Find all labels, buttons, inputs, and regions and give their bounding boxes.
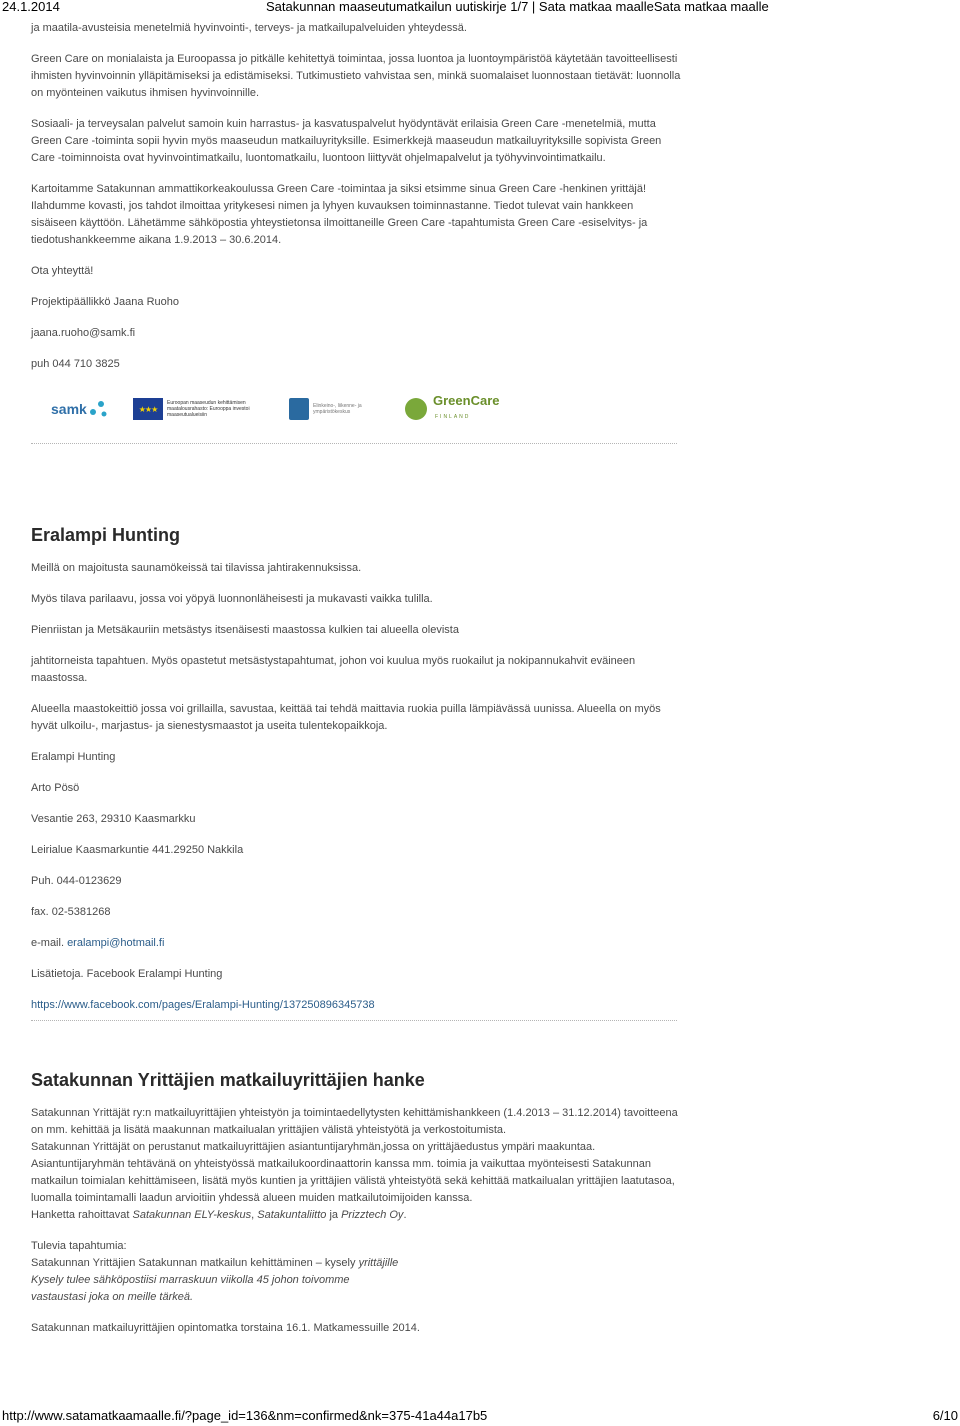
paragraph: Satakunnan Yrittäjät ry:n matkailuyrittäjien yhteistyön ja toimintaedellytysten kehittämishankkeen (1.4.2013 – 31.12.2014) tavoitteena on mm. kehittää ja lisätä maakunnan matkailualan yrittäjien välistä yhteistyötä ja verkostoitumista. [31,1107,678,1136]
contact-email: jaana.ruoho@samk.fi [31,327,136,339]
paragraph: jahtitorneista tapahtuen. Myös opastetut metsästystapahtumat, johon voi kuulua myös ruokailut ja nokipannukahvit eväineen maastossa. [31,655,636,684]
paragraph: Kartoitamme Satakunnan ammattikorkeakoulussa Green Care -toimintaa ja siksi etsimme sinua Green Care -henkinen yrittäjä! Ilahdumme kovasti, jos tahdot ilmoittaa yritykesesi nimen ja lyhyen kuvauksen toiminnastanne. Tiedot tulevat vain hankkeen sisäiseen käyttöön. Lähetämme sähköpostia yhteystietonsa ilmoittaneille Green Care -tapahtumista Green Care -esiselvitys- ja tiedotushankkeemme aikana 1.9.2013 – 30.6.2014. [31,183,648,246]
page-title: Satakunnan maaseutumatkailun uutiskirje 1/7 | Sata matkaa maalleSata matkaa maalle [266,0,769,14]
page-url: http://www.satamatkaamaalle.fi/?page_id=136&nm=confirmed&nk=375-41a44a17b5 [2,1408,488,1423]
paragraph: Alueella maastokeittiö jossa voi grillailla, savustaa, keittää tai tehdä maittavia ruokia puilla lämpiävässä uunissa. Alueella on myös hyvät ulkoilu-, marjastus- ja sienestysmaastot ja useita tulentekopaikkoja. [31,703,661,732]
print-header [0,0,960,14]
info-line: Lisätietoja. Facebook Eralampi Hunting [31,968,223,980]
contact-person: Arto Pösö [31,782,80,794]
event-item: Satakunnan Yrittäjien Satakunnan matkailun kehittäminen – kysely yrittäjille [31,1257,399,1269]
page-number: 6/10 [932,1408,958,1423]
paragraph: Meillä on majoitusta saunamökeissä tai tilavissa jahtirakennuksissa. [31,562,362,574]
fax: fax. 02-5381268 [31,906,111,918]
business-name: Eralampi Hunting [31,751,116,763]
greencare-logo: GreenCare FINLAND [405,393,499,425]
address: Vesantie 263, 29310 Kaasmarkku [31,813,196,825]
print-date: 24.1.2014 [2,0,60,14]
samk-logo: samk [51,393,109,425]
paragraph: ja maatila-avusteisia menetelmiä hyvinvointi-, terveys- ja matkailupalveluiden yhteydessä. [31,22,467,34]
partner-logos [31,393,681,443]
paragraph: Green Care on monialaista ja Euroopassa jo pitkälle kehitettyä toimintaa, jossa luontoa ja luontoympäristöä käytetään tavoitteellisesti ihmisten hyvinvoinnin ylläpitämiseksi ja edistämiseksi. Tutkimustieto vahvistaa sen, minkä suomalaiset luonnostaan tietävät: luonnolla on myönteinen vaikutus ihmisen hyvinvoinnille. [31,53,681,99]
paragraph: Pienriistan ja Metsäkauriin metsästys itsenäisesti maastossa kulkien tai alueella olevista [31,624,459,636]
address: Leirialue Kaasmarkuntie 441.29250 Nakkila [31,844,244,856]
email-line: e-mail. eralampi@hotmail.fi [31,937,165,949]
section-title: Satakunnan Yrittäjien matkailuyrittäjien hanke [31,1070,425,1090]
ely-logo: Elinkeino-, liikenne- ja ympäristökeskus [289,393,373,425]
greencare-leaf-icon [405,398,427,420]
paragraph: Satakunnan Yrittäjät on perustanut matkailuyrittäjien asiantuntijaryhmän,jossa on yrittäjäedustus ympäri maakuntaa. [31,1141,596,1153]
samk-dots-icon [87,398,109,420]
event-item: vastaustasi joka on meille tärkeä. [31,1291,194,1303]
email-link[interactable]: eralampi@hotmail.fi [67,937,165,949]
contact-phone: puh 044 710 3825 [31,358,120,370]
facebook-link[interactable]: https://www.facebook.com/pages/Eralampi-Hunting/137250896345738 [31,999,375,1011]
paragraph: Hanketta rahoittavat Satakunnan ELY-keskus, Satakuntaliitto ja Prizztech Oy. [31,1209,407,1221]
paragraph: Sosiaali- ja terveysalan palvelut samoin kuin harrastus- ja kasvatuspalvelut hyödyntävät erilaisia Green Care -menetelmiä, mutta Green Care -toiminta sopii hyvin myös maaseudun matkailuyrityksille. Esimerkkejä maaseudun matkailuyrityksille sopivista Green Care -toiminnoista ovat hyvinvointimatkailu, luontomatkailu, luontoon liittyvät ohjelmapalvelut ja työhyvinvointimatkailu. [31,118,662,164]
section-title: Eralampi Hunting [31,525,181,545]
ely-icon [289,398,309,420]
event-item: Kysely tulee sähköpostiisi marraskuun viikolla 45 johon toivomme [31,1274,350,1286]
paragraph: Asiantuntijaryhmän tehtävänä on yhteistyössä matkailukoordinaattorin kanssa mm. toimia ja vaikuttaa myönteisesti Satakunnan matkailun toimialan kehittämiseen, lisätä myös kuntien ja yrittäjien välistä yhteistyötä sekä kehittää matkailualan yrittäjien laatutasoa, luomalla toimintamalli laadun arvioitiin yhdessä alueen muiden matkailutoimijoiden kanssa. [31,1158,675,1204]
phone: Puh. 044-0123629 [31,875,122,887]
event-item: Satakunnan matkailuyrittäjien opintomatka torstaina 16.1. Matkamessuille 2014. [31,1322,420,1334]
newsletter-content [31,20,681,1337]
paragraph: Myös tilava parilaavu, jossa voi yöpyä luonnonläheisesti ja mukavasti vaikka tulilla. [31,593,433,605]
events-heading: Tulevia tapahtumia: [31,1240,127,1252]
contact-person: Projektipäällikkö Jaana Ruoho [31,296,179,308]
eu-flag-icon: ★★★ [133,398,163,420]
paragraph: Ota yhteyttä! [31,265,94,277]
eu-logo: ★★★ Euroopan maaseudun kehittämisen maatalousrahasto: Eurooppa investoi maaseutualueisiin [133,393,262,425]
